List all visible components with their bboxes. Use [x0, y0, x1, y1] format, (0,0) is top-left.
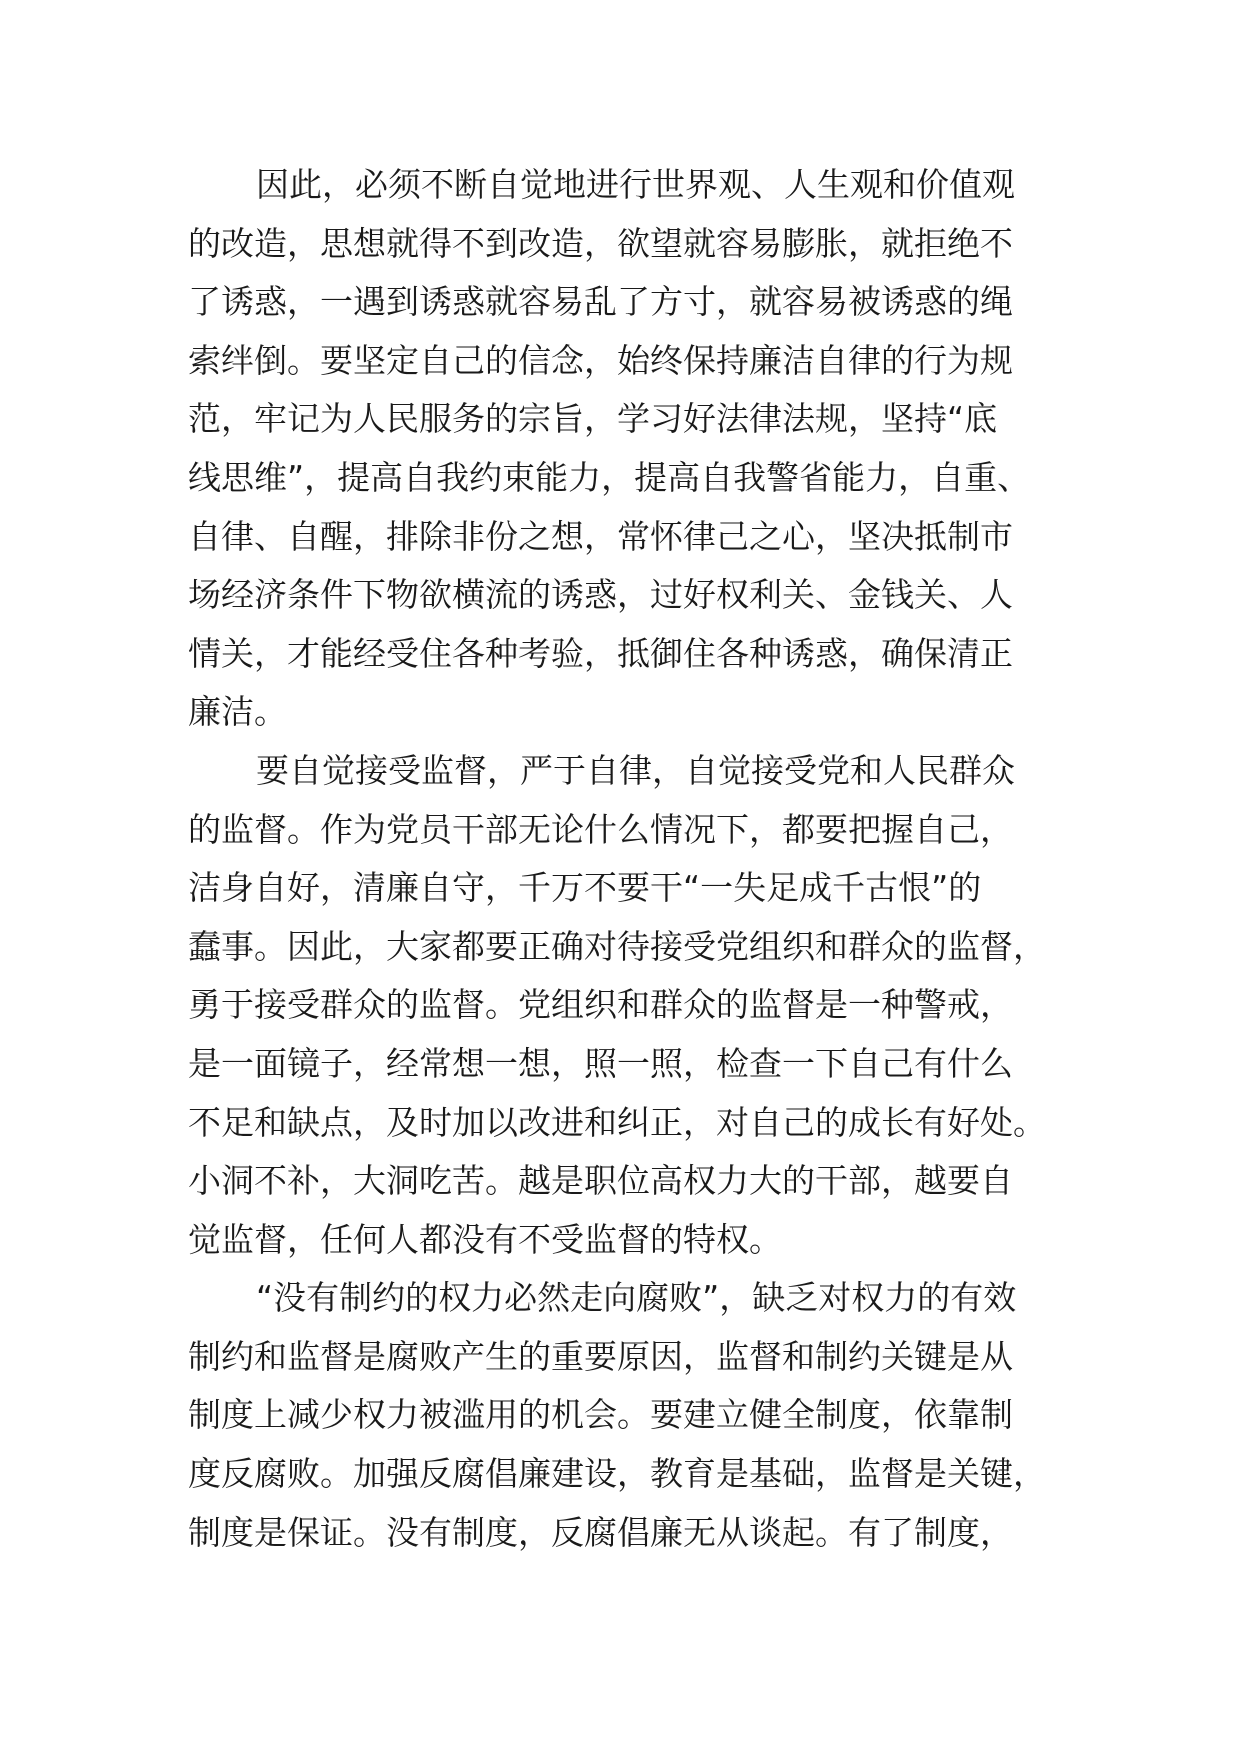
text-line: 是一面镜子，经常想一想，照一照，检查一下自己有什么: [188, 1043, 1013, 1083]
text-line: 蠢事。因此，大家都要正确对待接受党组织和群众的监督，: [188, 926, 1046, 966]
paragraph-2: [188, 742, 1060, 1269]
text-line: 度反腐败。加强反腐倡廉建设，教育是基础，监督是关键，: [188, 1454, 1046, 1494]
text-line: 不足和缺点，及时加以改进和纠正，对自己的成长有好处。: [188, 1102, 1046, 1142]
text-line: 廉洁。: [188, 692, 287, 732]
text-line: 制度上减少权力被滥用的机会。要建立健全制度，依靠制: [188, 1395, 1013, 1435]
text-line: 范，牢记为人民服务的宗旨，学习好法律法规，坚持“底: [188, 399, 998, 439]
text-line: 制约和监督是腐败产生的重要原因，监督和制约关键是从: [188, 1336, 1013, 1376]
text-line: 因此，必须不断自觉地进行世界观、人生观和价值观: [256, 165, 1015, 204]
text-line: “没有制约的权力必然走向腐败”，缺乏对权力的有效: [256, 1278, 1017, 1318]
text-line: 的监督。作为党员干部无论什么情况下，都要把握自己，: [188, 809, 1013, 849]
text-line: 勇于接受群众的监督。党组织和群众的监督是一种警戒，: [188, 985, 1013, 1025]
text-line: 线思维”，提高自我约束能力，提高自我警省能力，自重、: [188, 457, 1031, 497]
text-line: 觉监督，任何人都没有不受监督的特权。: [188, 1219, 782, 1259]
text-line: 要自觉接受监督，严于自律，自觉接受党和人民群众: [256, 750, 1015, 790]
text-line: 制度是保证。没有制度，反腐倡廉无从谈起。有了制度，: [188, 1512, 1013, 1552]
text-line: 场经济条件下物欲横流的诱惑，过好权利关、金钱关、人: [188, 575, 1013, 615]
paragraph-3: [188, 1269, 1060, 1562]
text-line: 自律、自醒，排除非份之想，常怀律己之心，坚决抵制市: [188, 516, 1013, 556]
text-line: 的改造，思想就得不到改造，欲望就容易膨胀，就拒绝不: [188, 223, 1013, 263]
text-line: 小洞不补，大洞吃苦。越是职位高权力大的干部，越要自: [188, 1161, 1013, 1201]
body-text: [188, 156, 1060, 1562]
text-line: 洁身自好，清廉自守，千万不要干“一失足成千古恨”的: [188, 868, 982, 908]
text-line: 了诱惑，一遇到诱惑就容易乱了方寸，就容易被诱惑的绳: [188, 282, 1013, 322]
paragraph-1: [188, 156, 1060, 742]
text-line: 情关，才能经受住各种考验，抵御住各种诱惑，确保清正: [188, 633, 1013, 673]
text-line: 索绊倒。要坚定自己的信念，始终保持廉洁自律的行为规: [188, 340, 1013, 380]
